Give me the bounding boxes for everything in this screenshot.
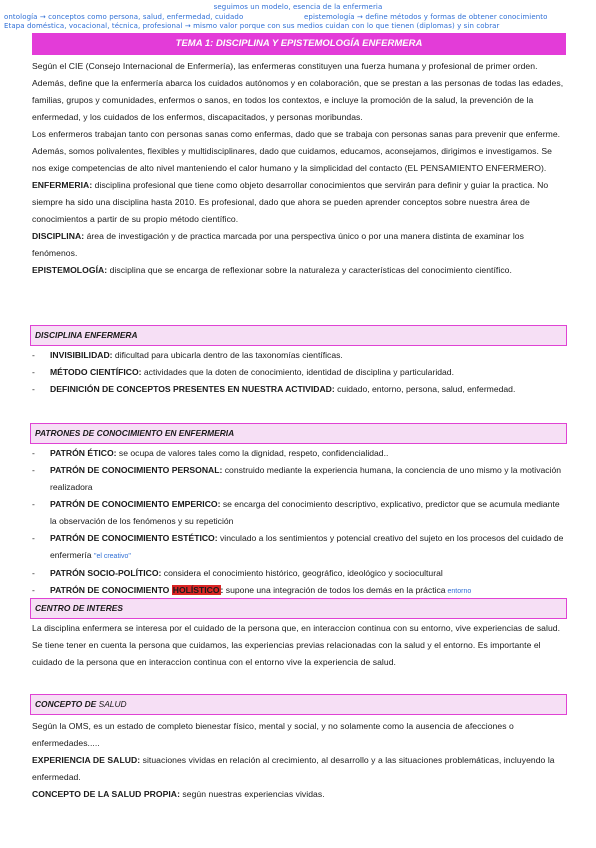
item-label: PATRÓN DE CONOCIMIENTO ESTÉTICO: — [50, 533, 218, 543]
definition-label: DISCIPLINA: — [32, 231, 85, 241]
list-item — [32, 347, 566, 364]
section-heading-patrones: PATRONES DE CONOCIMIENTO EN ENFERMERIA — [30, 423, 567, 444]
highlighted-word: HOLÍSTICO — [172, 585, 220, 595]
item-text: considera el conocimiento histórico, geográfico, ideológico y sociocultural — [161, 568, 443, 578]
handwritten-note-ontology: ontología → conceptos como persona, salud, enfermedad, cuidado — [4, 13, 244, 21]
definition-text: disciplina profesional que tiene como objeto desarrollar conocimientos que servirán para definir y guiar la practica. No siempre ha sido una disciplina hasta 2010. Es profesional, dado que ahora se pueden aprender conceptos sobre nuestra área de conocimientos a partir de su propio método científico. — [32, 180, 549, 224]
list-item — [32, 364, 566, 381]
item-label: INVISIBILIDAD: — [50, 350, 113, 360]
list-item — [32, 445, 566, 462]
item-label: PATRÓN DE CONOCIMIENTO PERSONAL: — [50, 465, 223, 475]
salud-propia — [32, 786, 566, 803]
item-text: se ocupa de valores tales como la dignidad, respeto, confidencialidad.. — [116, 448, 389, 458]
item-text: dificultad para ubicarla dentro de las taxonomías científicas. — [112, 350, 343, 360]
salud-oms: Según la OMS, es un estado de completo bienestar físico, mental y social, y no solamente como la ausencia de afecciones o enfermedades..... — [32, 721, 514, 748]
item-label-a: PATRÓN DE CONOCIMIENTO — [50, 585, 172, 595]
handwritten-note-entorno: entorno — [445, 588, 472, 595]
definition-text: disciplina que se encarga de reflexionar sobre la naturaleza y características del conocimiento científico. — [107, 265, 512, 275]
intro-paragraph-cie: Según el CIE (Consejo Internacional de Enfermería), las enfermeras constituyen una fuerza humana y profesional de primer orden. Además, define que la enfermería abarca los cuidados autónomos y en colaboración, que se prestan a las personas de todas las edades, familias, grupos y comunidades, enfermos o sanos, en todos los contextos, e incluye la promoción de la salud, la prevención de la enfermedad, y los cuidados de los enfermos, discapacitados, y personas moribundas. — [32, 61, 564, 122]
item-label: PATRÓN ÉTICO: — [50, 448, 117, 458]
heading-part: CONCEPTO DE — [35, 699, 99, 709]
list-item — [32, 496, 566, 530]
item-text: se encarga del conocimiento descriptivo, explicativo, predictor que se acumula mediante la observación de los fenómenos y su repetición — [50, 499, 560, 526]
item-text: cuidado, entorno, persona, salud, enfermedad. — [334, 384, 516, 394]
disciplina-section — [32, 347, 566, 398]
patrones-section — [32, 445, 566, 600]
item-text: supone una integración de todos los demás en la práctica — [223, 585, 446, 595]
definition-text: área de investigación y de practica marcada por una perspectiva único o por una manera distinta de examinar los fenómenos. — [32, 231, 524, 258]
list-item — [32, 565, 566, 582]
salud-section — [32, 718, 566, 803]
definition-disciplina — [32, 228, 566, 262]
item-label: DEFINICIÓN DE CONCEPTOS PRESENTES EN NUESTRA ACTIVIDAD: — [50, 384, 335, 394]
list-item — [32, 530, 566, 565]
section-heading-salud — [30, 694, 567, 715]
definition-text: según nuestras experiencias vividas. — [179, 789, 325, 799]
item-text: vinculado a los sentimientos y potencial creativo del sujeto en los procesos del cuidado de enfermería — [50, 533, 564, 560]
centro-section — [32, 620, 566, 671]
salud-experiencia — [32, 752, 566, 786]
list-item — [32, 381, 566, 398]
definition-label: CONCEPTO DE LA SALUD PROPIA: — [32, 789, 180, 799]
item-label-b: : — [220, 585, 224, 595]
definition-label: EXPERIENCIA DE SALUD: — [32, 755, 141, 765]
heading-part-handwritten: SALUD — [98, 699, 127, 709]
item-label: PATRÓN DE CONOCIMIENTO EMPERICO: — [50, 499, 221, 509]
section-heading-disciplina: DISCIPLINA ENFERMERA — [30, 325, 567, 346]
intro-paragraph-enfermeros: Los enfermeros trabajan tanto con personas sanas como enfermas, dado que se trabaja con personas sanas para prevenir que enferme. Además, somos polivalentes, flexibles y multidisciplinares, dado que cuidamos, educamos, aconsejamos, dirigimos e investigamos. Se nos exige competencias de alto nivel manteniendo el calor humano y la simplicidad del contacto (EL PENSAMIENTO ENFERMERO). — [32, 129, 561, 173]
definition-label: EPISTEMOLOGÍA: — [32, 265, 108, 275]
page-title: TEMA 1: DISCIPLINA Y EPISTEMOLOGÍA ENFERMERA — [32, 33, 566, 55]
definition-label: ENFERMERIA: — [32, 180, 93, 190]
item-label: MÉTODO CIENTÍFICO: — [50, 367, 142, 377]
handwritten-note-creativo: "el creativo" — [93, 553, 131, 560]
list-item — [32, 462, 566, 496]
centro-paragraph: La disciplina enfermera se interesa por el cuidado de la persona que, en interaccion continua con su entorno, vive experiencias de salud. Se tiene tener en cuenta la persona que cuidamos, las experiencias previas relacionadas con la salud y el entorno. Es importante el cuidado de la persona que en interaccion continua con el entorno vive la experiencia de salud. — [32, 623, 561, 667]
definition-enfermeria — [32, 177, 566, 228]
item-text: construido mediante la experiencia humana, la conciencia de uno mismo y la motivación realizadora — [50, 465, 562, 492]
handwritten-note-stages: Etapa doméstica, vocacional, técnica, profesional → mismo valor porque con sus medios cuidan con lo que tienen (diplomas) y sin cobrar — [4, 22, 500, 30]
item-label: PATRÓN SOCIO-POLÍTICO: — [50, 568, 162, 578]
definition-text: situaciones vividas en relación al crecimiento, al desarrollo y a las situaciones problemáticas, incluyendo la enfermedad. — [32, 755, 555, 782]
item-text: actividades que la doten de conocimiento, identidad de disciplina y particularidad. — [141, 367, 454, 377]
handwritten-note-top: seguimos un modelo, esencia de la enfermeria — [213, 3, 383, 11]
intro-section — [32, 58, 566, 279]
handwritten-note-epistemology: epistemología → define métodos y formas de obtener conocimiento — [304, 13, 548, 21]
definition-epistemologia — [32, 262, 566, 279]
section-heading-centro: CENTRO DE INTERES — [30, 598, 567, 619]
